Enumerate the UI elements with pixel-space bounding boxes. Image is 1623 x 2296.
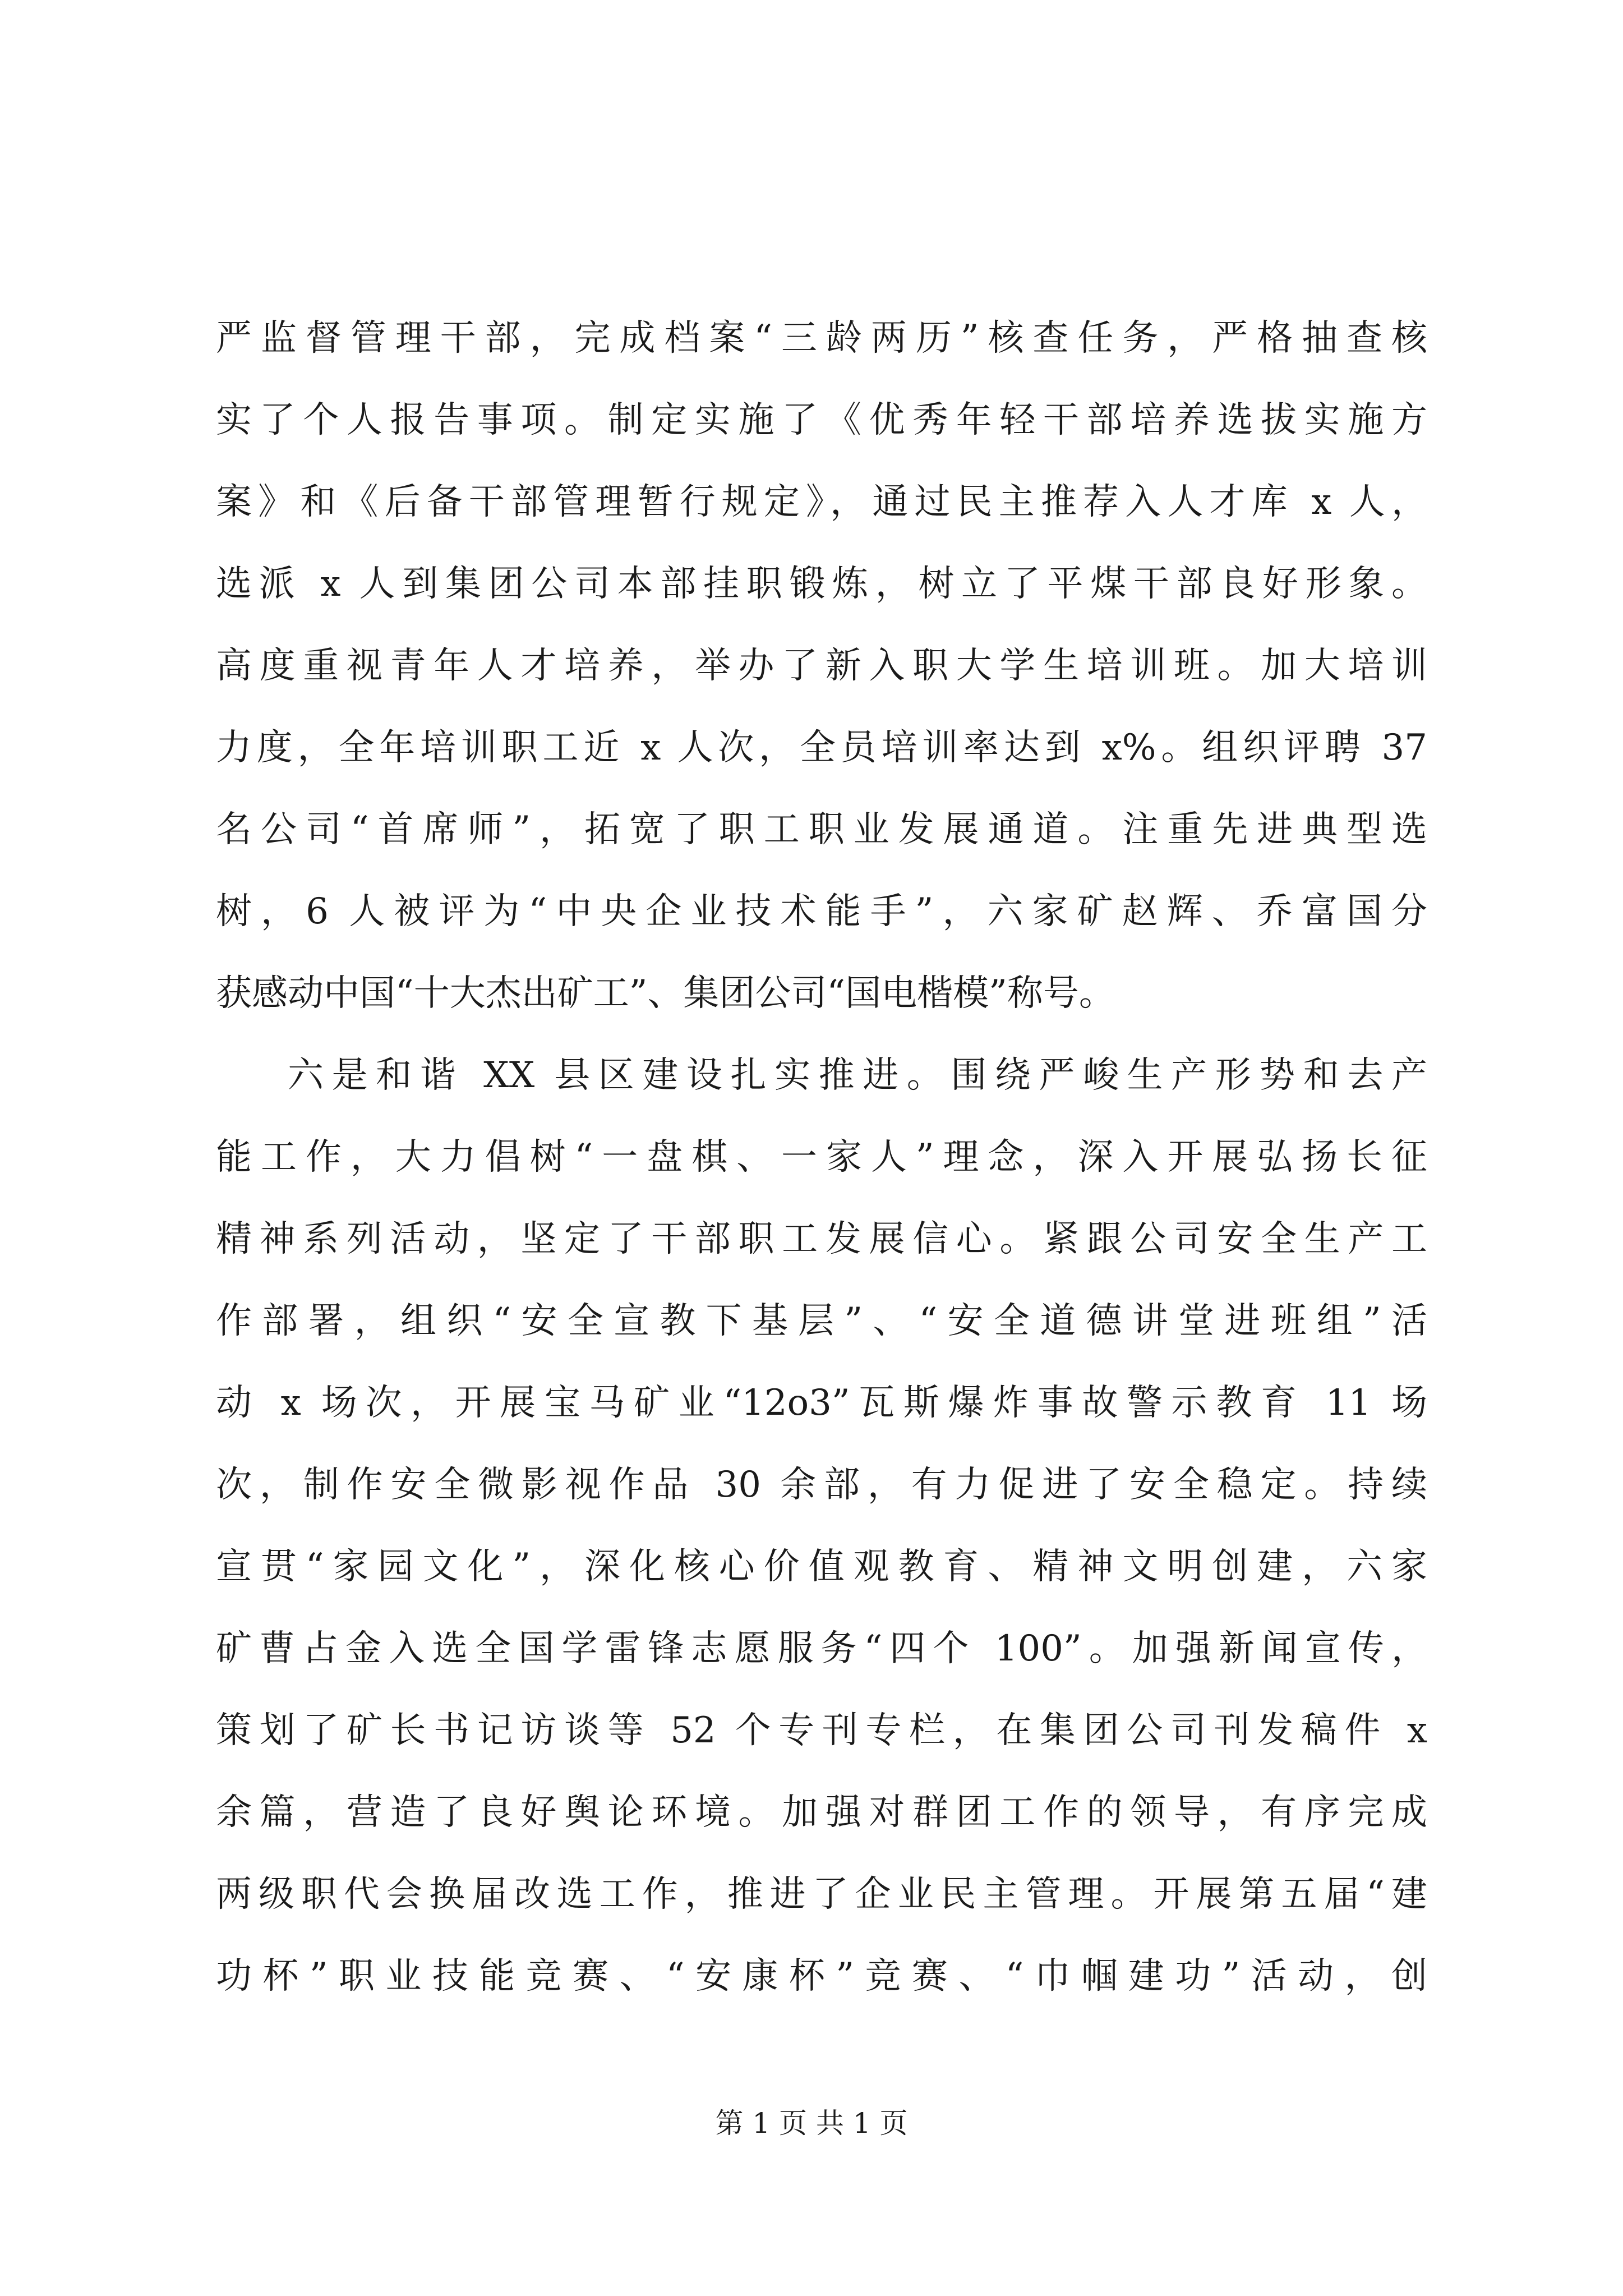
text-line: 策划了矿长书记访谈等 52 个专刊专栏，在集团公司刊发稿件 x [216,1710,1427,1751]
document-body [216,297,1427,2017]
text-line: 余篇，营造了良好舆论环境。加强对群团工作的领导，有序完成 [216,1792,1427,1833]
paragraph-first-line: 六是和谐 XX 县区建设扎实推进。围绕严峻生产形势和去产 [288,1055,1427,1096]
text-line: 作部署，组织“安全宣教下基层”、“安全道德讲堂进班组”活 [216,1300,1427,1342]
text-line: 选派 x 人到集团公司本部挂职锻炼，树立了平煤干部良好形象。 [216,563,1427,605]
text-line: 精神系列活动，坚定了干部职工发展信心。紧跟公司安全生产工 [216,1218,1427,1260]
text-line: 能工作，大力倡树“一盘棋、一家人”理念，深入开展弘扬长征 [216,1137,1427,1178]
text-line: 名公司“首席师”，拓宽了职工职业发展通道。注重先进典型选 [216,809,1427,850]
text-line: 高度重视青年人才培养，举办了新入职大学生培训班。加大培训 [216,645,1427,687]
paragraph-end-line: 获感动中国“十大杰出矿工”、集团公司“国电楷模”称号。 [216,973,1115,1014]
text-line: 次，制作安全微影视作品 30 余部，有力促进了安全稳定。持续 [216,1464,1427,1506]
text-line: 两级职代会换届改选工作，推进了企业民主管理。开展第五届“建 [216,1874,1427,1915]
text-line: 树，6 人被评为“中央企业技术能手”，六家矿赵辉、乔富国分 [216,891,1427,932]
text-line: 实了个人报告事项。制定实施了《优秀年轻干部培养选拔实施方 [216,399,1427,441]
text-line: 动 x 场次，开展宝马矿业“12o3”瓦斯爆炸事故警示教育 11 场 [216,1382,1427,1424]
page-number-footer: 第 1 页 共 1 页 [715,2107,908,2139]
text-line: 宣贯“家园文化”，深化核心价值观教育、精神文明创建，六家 [216,1546,1427,1588]
text-line: 案》和《后备干部管理暂行规定》，通过民主推荐入人才库 x 人， [216,481,1427,523]
text-line: 严监督管理干部，完成档案“三龄两历”核查任务，严格抽查核 [216,318,1427,359]
text-line: 力度，全年培训职工近 x 人次，全员培训率达到 x%。组织评聘 37 [216,727,1427,769]
text-line: 矿曹占金入选全国学雷锋志愿服务“四个 100”。加强新闻宣传， [216,1628,1427,1669]
text-line: 功杯”职业技能竞赛、“安康杯”竞赛、“巾帼建功”活动，创 [216,1955,1427,1997]
